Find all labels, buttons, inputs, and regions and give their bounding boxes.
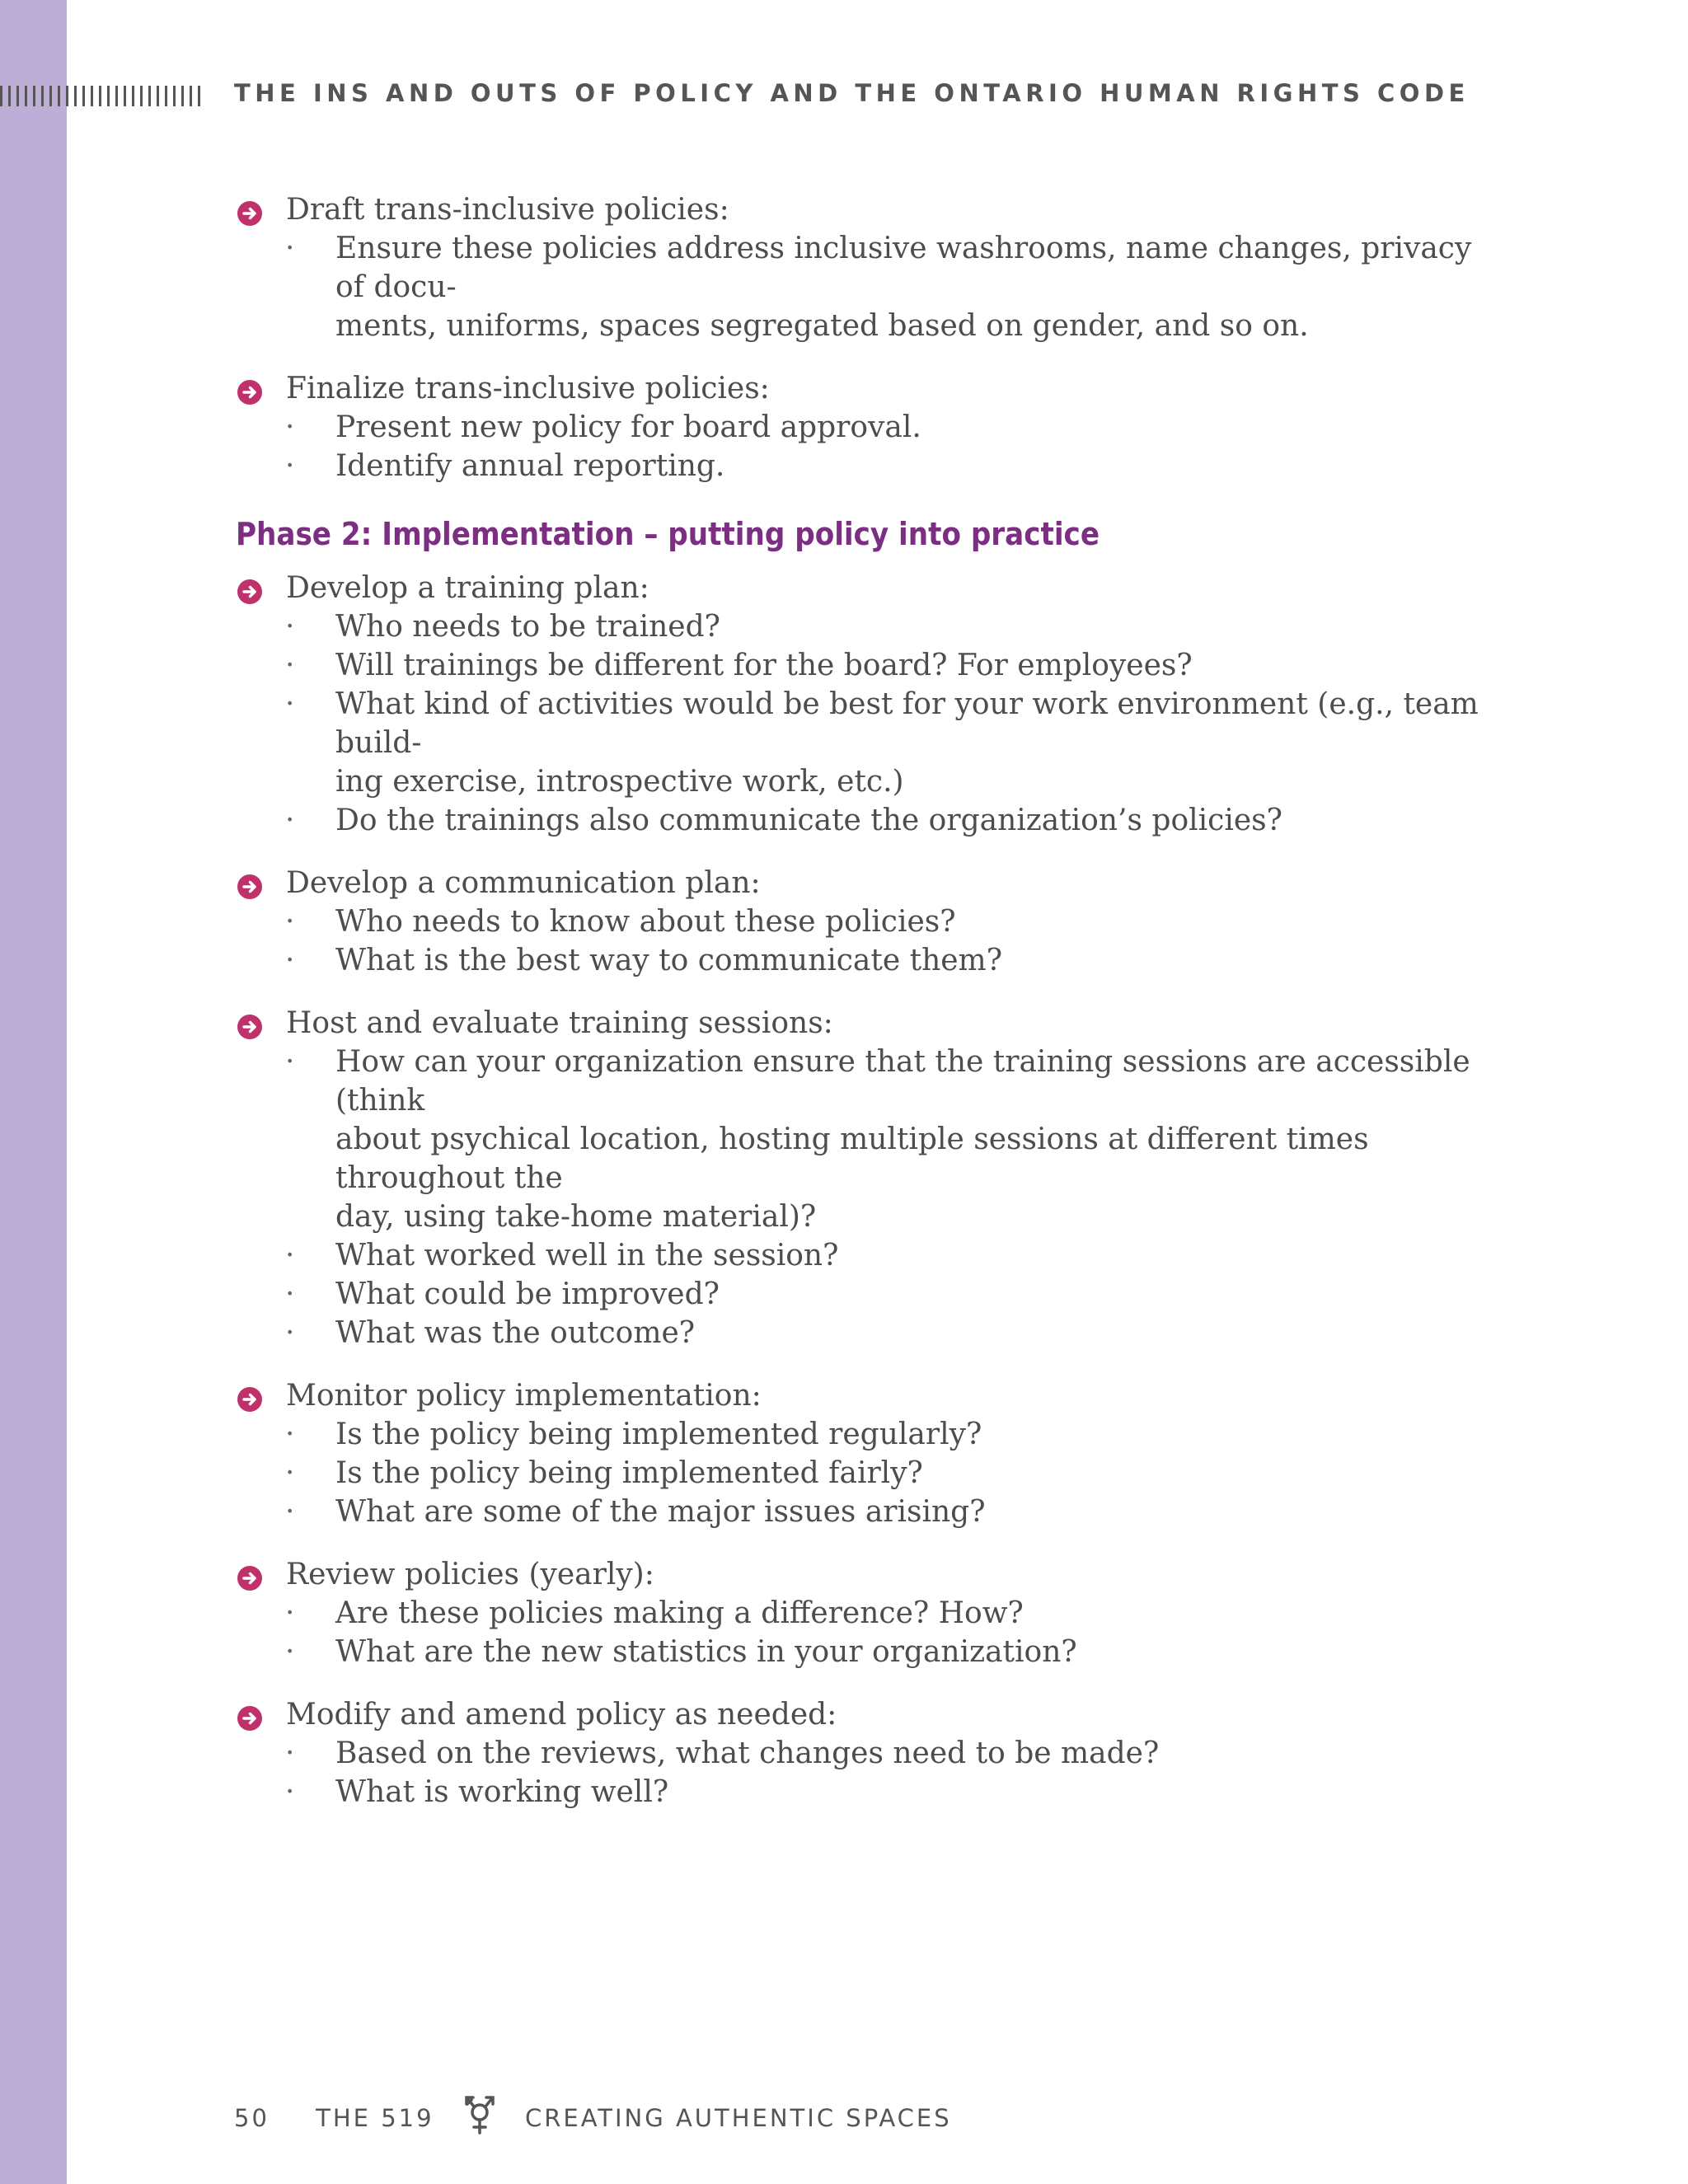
sub-point: · What kind of activities would be best for your work environment (e.g., team build- ing exercise, introspective work, etc.) <box>236 685 1505 801</box>
checklist-item <box>236 190 1505 345</box>
sub-point: · Do the trainings also communicate the organization’s policies? <box>236 801 1505 840</box>
section-heading: Phase 2: Implementation – putting policy into practice <box>236 516 1100 552</box>
checklist-item-label: Draft trans-inclusive policies: <box>286 193 729 227</box>
sub-point: · Are these policies making a difference? How? <box>236 1594 1505 1633</box>
sub-point: · Who needs to be trained? <box>236 607 1505 646</box>
sub-point: · What could be improved? <box>236 1275 1505 1314</box>
sub-point: · Ensure these policies address inclusive washrooms, name changes, privacy of docu- ments, uniforms, spaces segregated based on gender, and so on. <box>236 229 1505 345</box>
sub-point: · Is the policy being implemented regularly? <box>236 1415 1505 1454</box>
sub-point-list <box>236 607 1505 840</box>
checklist-item-label: Host and evaluate training sessions: <box>286 1006 833 1040</box>
checklist-item-label: Modify and amend policy as needed: <box>286 1698 837 1732</box>
checklist-item <box>236 1695 1505 1811</box>
transgender-symbol-icon <box>464 2093 495 2142</box>
arrow-circle-bullet-icon <box>237 380 262 405</box>
arrow-circle-bullet-icon <box>237 874 262 899</box>
checklist-item-title <box>236 864 1505 902</box>
running-header: THE INS AND OUTS OF POLICY AND THE ONTARIO HUMAN RIGHTS CODE <box>234 79 1470 107</box>
sub-point: · What worked well in the session? <box>236 1236 1505 1275</box>
arrow-circle-bullet-icon <box>237 1566 262 1591</box>
checklist-item <box>236 864 1505 980</box>
sub-point-list <box>236 1043 1505 1352</box>
checklist-item-title <box>236 369 1505 408</box>
arrow-circle-bullet-icon <box>237 1387 262 1412</box>
page-content <box>236 190 1505 1835</box>
page-number: 50 <box>234 2103 270 2132</box>
sub-point: · Who needs to know about these policies? <box>236 902 1505 941</box>
sub-point-list <box>236 408 1505 485</box>
checklist-item <box>236 1555 1505 1671</box>
checklist-item-title <box>236 1695 1505 1734</box>
header-tick-marks <box>0 86 203 106</box>
checklist-item-title <box>236 1004 1505 1043</box>
sub-point-list <box>236 1415 1505 1531</box>
sub-point: · What are the new statistics in your organization? <box>236 1633 1505 1671</box>
checklist-item-label: Finalize trans-inclusive policies: <box>286 372 770 405</box>
footer-publication-title: CREATING AUTHENTIC SPACES <box>524 2103 952 2132</box>
sub-point: · What is working well? <box>236 1773 1505 1811</box>
footer-org-name: THE 519 <box>316 2103 434 2132</box>
sub-point-list <box>236 229 1505 345</box>
sub-point: · How can your organization ensure that the training sessions are accessible (think about psychical location, hosting multiple sessions at different times throughout the day, using take-home material)? <box>236 1043 1505 1236</box>
checklist-item-title <box>236 190 1505 229</box>
checklist-item <box>236 1004 1505 1352</box>
checklist-item-label: Develop a communication plan: <box>286 866 761 900</box>
sub-point-list <box>236 902 1505 980</box>
sub-point: · Present new policy for board approval. <box>236 408 1505 447</box>
arrow-circle-bullet-icon <box>237 579 262 604</box>
checklist-item-label: Review policies (yearly): <box>286 1558 654 1591</box>
sub-point: · Based on the reviews, what changes need to be made? <box>236 1734 1505 1773</box>
checklist-item-title <box>236 1555 1505 1594</box>
checklist-item <box>236 569 1505 840</box>
checklist-item-label: Monitor policy implementation: <box>286 1379 762 1413</box>
sub-point-list <box>236 1594 1505 1671</box>
sub-point: · What is the best way to communicate them? <box>236 941 1505 980</box>
side-bar <box>0 0 67 2184</box>
checklist-item-label: Develop a training plan: <box>286 571 649 605</box>
sub-point: · What was the outcome? <box>236 1314 1505 1352</box>
arrow-circle-bullet-icon <box>237 1706 262 1731</box>
checklist-item <box>236 1376 1505 1531</box>
page-footer <box>234 2093 952 2142</box>
arrow-circle-bullet-icon <box>237 1015 262 1039</box>
arrow-circle-bullet-icon <box>237 201 262 226</box>
sub-point: · Will trainings be different for the board? For employees? <box>236 646 1505 685</box>
checklist-item-title <box>236 569 1505 607</box>
checklist-item <box>236 369 1505 485</box>
sub-point: · Is the policy being implemented fairly? <box>236 1454 1505 1493</box>
sub-point: · What are some of the major issues arising? <box>236 1493 1505 1531</box>
sub-point: · Identify annual reporting. <box>236 447 1505 485</box>
sub-point-list <box>236 1734 1505 1811</box>
checklist-item-title <box>236 1376 1505 1415</box>
